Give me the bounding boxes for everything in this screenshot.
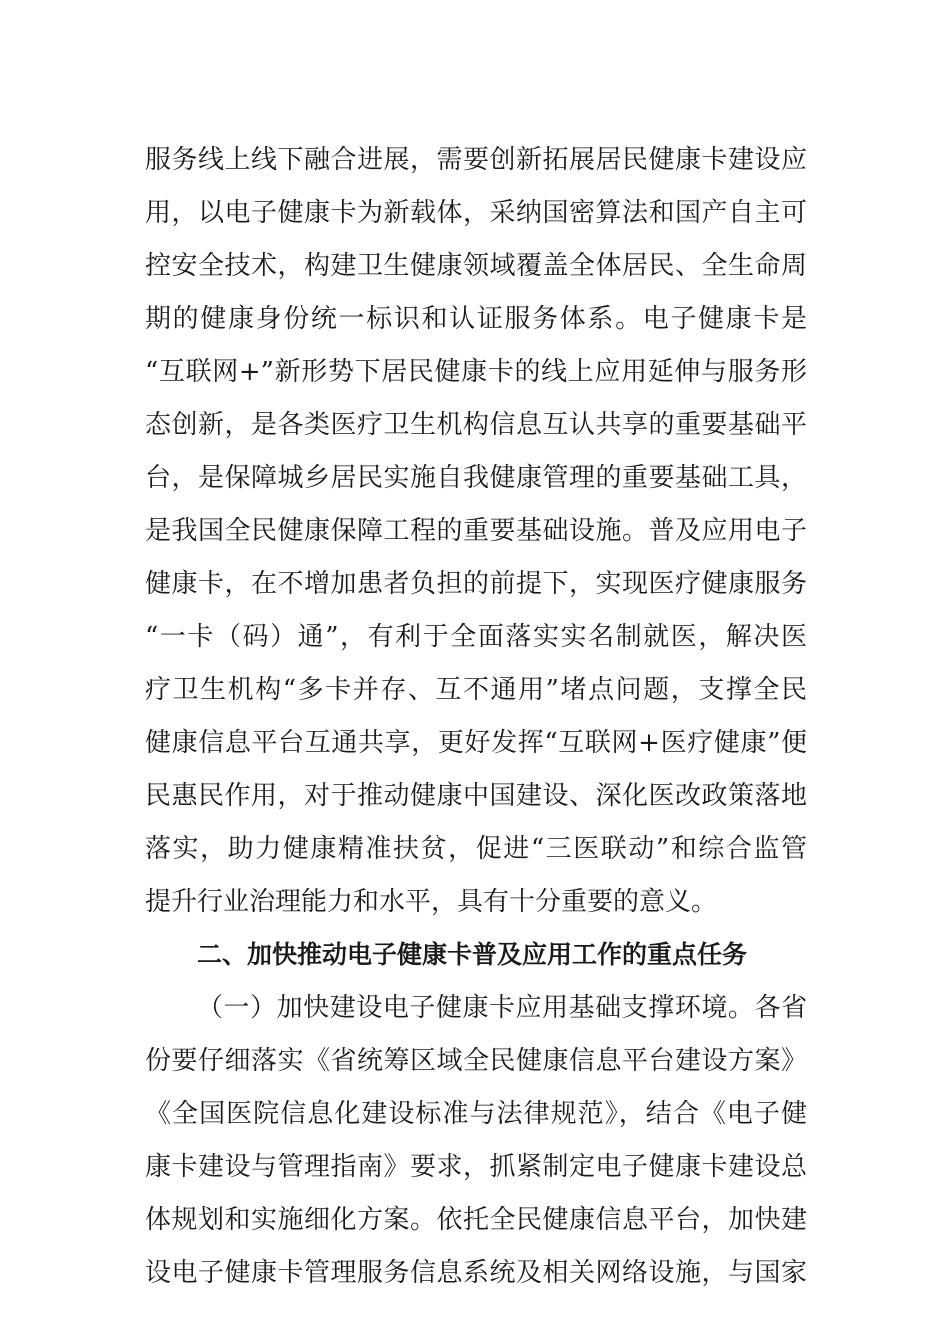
paragraph-line: 提升行业治理能力和水平，具有十分重要的意义。: [145, 887, 718, 917]
paragraph-line: “互联网+”新形势下居民健康卡的线上应用延伸与服务形: [145, 357, 807, 387]
paragraph-line: 用，以电子健康卡为新载体，采纳国密算法和国产自主可: [145, 198, 807, 228]
paragraph-line: 服务线上线下融合进展，需要创新拓展居民健康卡建设应: [145, 145, 807, 175]
paragraph-line: 设电子健康卡管理服务信息系统及相关网络设施，与国家: [145, 1258, 807, 1288]
paragraph-line: “一卡（码）通”，有利于全面落实实名制就医，解决医: [145, 622, 807, 652]
paragraph-line: 落实，助力健康精准扶贫，促进“三医联动”和综合监管: [145, 834, 807, 864]
paragraph-line: 份要仔细落实《省统筹区域全民健康信息平台建设方案》: [145, 1046, 807, 1076]
paragraph-line: 体规划和实施细化方案。依托全民健康信息平台，加快建: [145, 1205, 807, 1235]
paragraph-line: 台，是保障城乡居民实施自我健康管理的重要基础工具，: [145, 463, 807, 493]
paragraph-line: （一）加快建设电子健康卡应用基础支撑环境。各省: [197, 993, 807, 1023]
paragraph-line: 控安全技术，构建卫生健康领域覆盖全体居民、全生命周: [145, 251, 807, 281]
paragraph-line: 健康信息平台互通共享，更好发挥“互联网+医疗健康”便: [145, 728, 807, 758]
paragraph-line: 态创新，是各类医疗卫生机构信息互认共享的重要基础平: [145, 410, 807, 440]
paragraph-line: 期的健康身份统一标识和认证服务体系。电子健康卡是: [145, 304, 807, 334]
paragraph-line: 民惠民作用，对于推动健康中国建设、深化医改政策落地: [145, 781, 807, 811]
section-heading: 二、加快推动电子健康卡普及应用工作的重点任务: [197, 940, 748, 969]
paragraph-line: 康卡建设与管理指南》要求，抓紧制定电子健康卡建设总: [145, 1152, 807, 1182]
paragraph-line: 疗卫生机构“多卡并存、互不通用”堵点问题，支撑全民: [145, 675, 807, 705]
paragraph-line: 是我国全民健康保障工程的重要基础设施。普及应用电子: [145, 516, 807, 546]
paragraph-line: 《全国医院信息化建设标准与法律规范》，结合《电子健: [145, 1099, 807, 1129]
paragraph-line: 健康卡，在不增加患者负担的前提下，实现医疗健康服务: [145, 569, 807, 599]
